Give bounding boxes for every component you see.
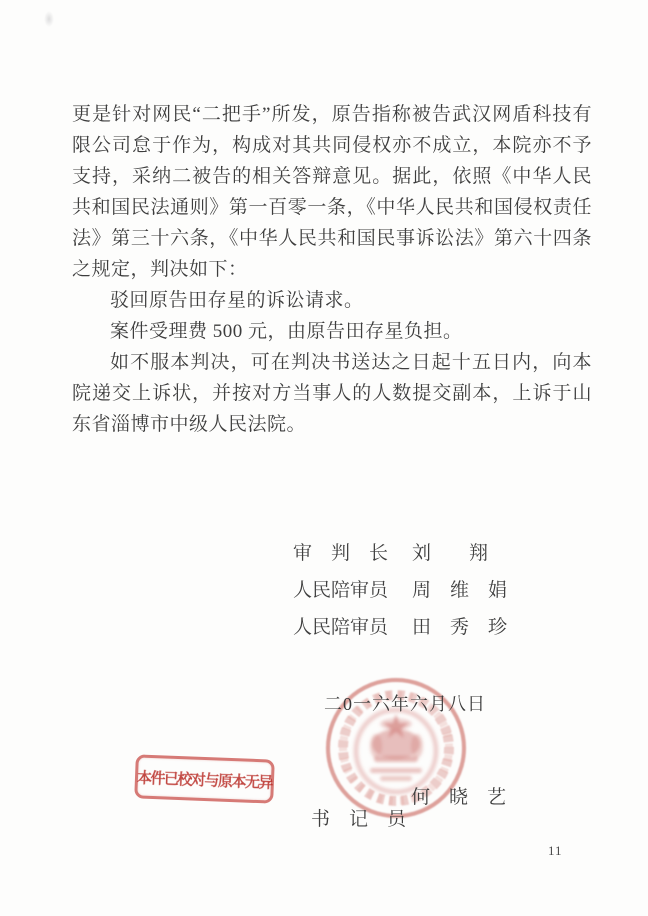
judgment-body [72, 99, 592, 440]
judgment-paragraph: 案件受理费 500 元，由原告田存星负担。 [110, 321, 463, 342]
judgment-paragraph: 更是针对网民“二把手”所发，原告指称被告武汉网盾科技有限公司怠于作为，构成对其共同侵权亦不成立，本院亦不予支持，采纳二被告的相关答辩意见。据此，依照《中华人民共和国民法通则》第一百零一条，《中华人民共和国侵权责任法》第三十六条，《中华人民共和国民事诉讼法》第六十四条之规定，判决如下： [72, 104, 592, 280]
signature-name: 田 秀 珍 [412, 617, 508, 638]
signature-role: 人民陪审员 [293, 617, 389, 638]
signature-name: 周 维 娟 [412, 580, 508, 601]
page-number: 11 [548, 843, 563, 858]
signature-role: 人民陪审员 [293, 580, 389, 601]
judgment-date: 二0一六年六月八日 [324, 694, 486, 714]
proofread-stamp-text: 本件已校对与原本无异 [136, 769, 273, 792]
signature-block [293, 538, 508, 649]
judgment-paragraph: 如不服本判决，可在判决书送达之日起十五日内，向本院递交上诉状，并按对方当事人的人数提交副本，上诉于山东省淄博市中级人民法院。 [72, 352, 592, 435]
signature-name: 刘 翔 [412, 543, 489, 564]
signature-row [293, 575, 508, 612]
scan-smudge [44, 11, 54, 27]
clerk-role: 书 记 员 [311, 809, 407, 830]
judgment-paragraph: 驳回原告田存星的诉讼请求。 [110, 290, 364, 311]
proofread-stamp [134, 754, 275, 803]
clerk-name: 何 晓 艺 [411, 787, 507, 808]
signature-row [293, 538, 489, 575]
signature-row [293, 612, 508, 649]
signature-role: 审 判 长 [293, 543, 389, 564]
national-emblem-icon [356, 710, 436, 792]
clerk-row [292, 782, 507, 875]
